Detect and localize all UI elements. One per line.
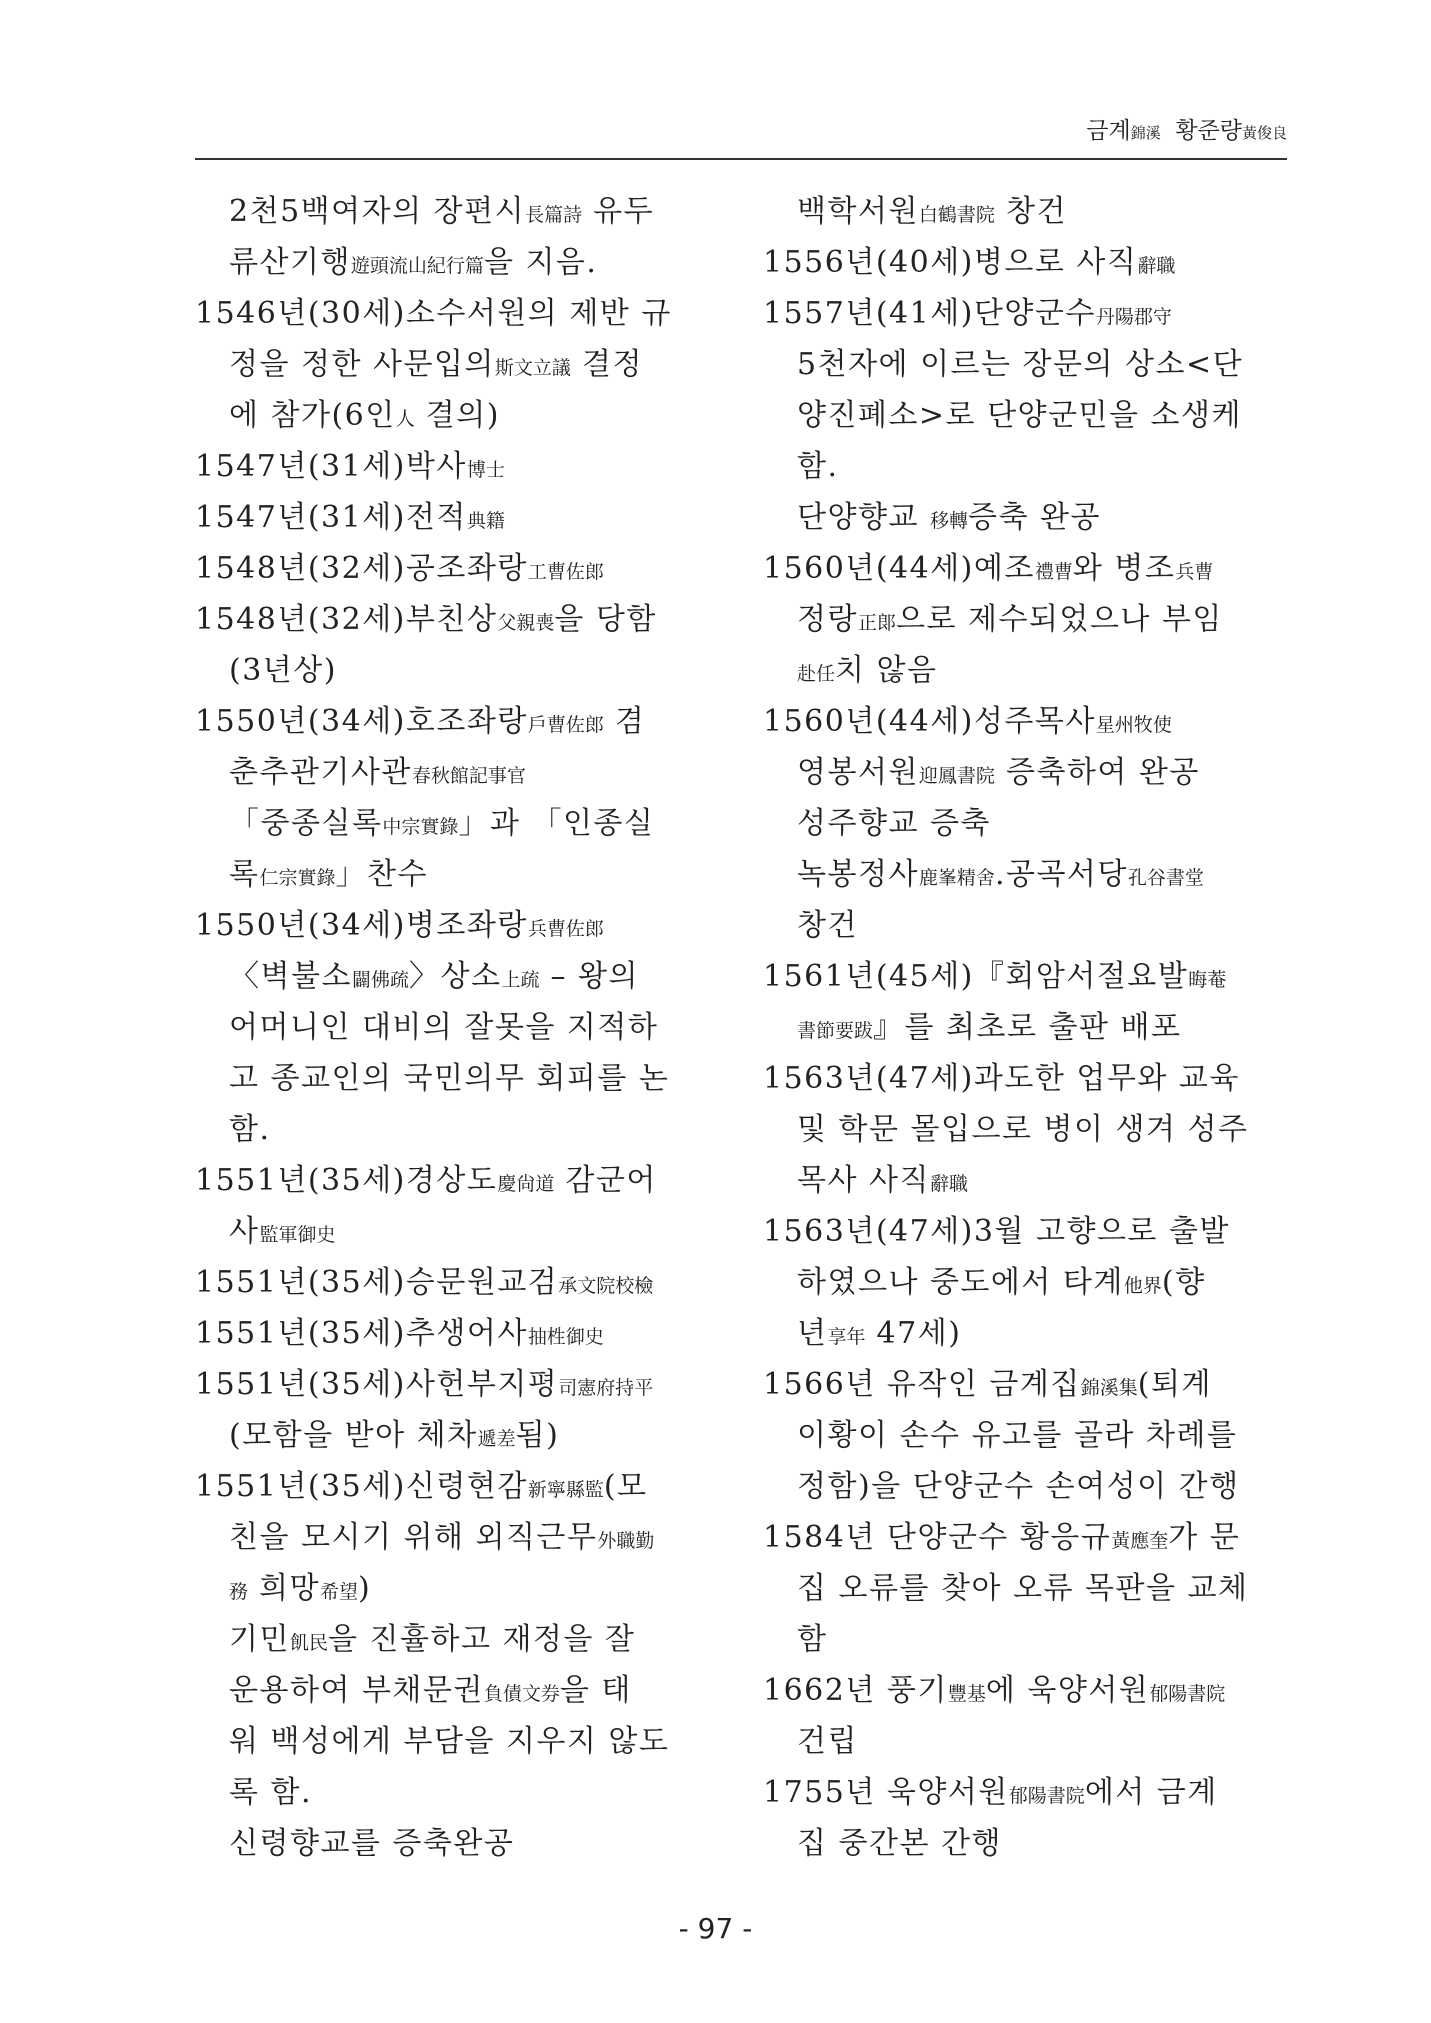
text-line (763, 1257, 1283, 1308)
hanja-annotation: 新寧縣監 (527, 1479, 604, 1501)
right-column (763, 186, 1283, 1869)
text-line (763, 1767, 1283, 1818)
text-line (195, 237, 715, 288)
text-line (195, 1716, 715, 1767)
line-text: 47세) (865, 1316, 962, 1351)
text-line (763, 441, 1283, 492)
line-text: ) (358, 1571, 372, 1606)
text-line (195, 1767, 715, 1818)
text-line (195, 1155, 715, 1206)
line-text: 1560년(44세)예조 (763, 551, 1035, 586)
line-text: 양진폐소>로 단양군민을 소생케 (797, 398, 1242, 433)
line-text: 을 진휼하고 재정을 잘 (327, 1622, 636, 1657)
line-text: 희망 (248, 1571, 321, 1606)
line-text: 치 않음 (835, 653, 938, 688)
line-text: 증축 완공 (967, 500, 1101, 535)
text-line (763, 1512, 1283, 1563)
text-line (195, 1257, 715, 1308)
text-line (195, 288, 715, 339)
text-line (763, 1410, 1283, 1461)
line-text: 」과 「인종실 (458, 806, 655, 841)
hanja-annotation: 斯文立議 (494, 357, 571, 379)
hanja-annotation: 希望 (320, 1581, 359, 1603)
text-line (763, 1053, 1283, 1104)
text-line (195, 594, 715, 645)
text-line (195, 1461, 715, 1512)
text-line (195, 492, 715, 543)
text-line (195, 441, 715, 492)
line-text: 에서 금계 (1084, 1775, 1218, 1810)
hanja-annotation: 中宗實錄 (382, 816, 459, 838)
text-line (195, 1104, 715, 1155)
text-line (763, 1716, 1283, 1767)
hanja-annotation: 抽栍御史 (527, 1326, 604, 1348)
line-text: 어머니인 대비의 잘못을 지적하 (229, 1010, 659, 1045)
text-line (195, 747, 715, 798)
line-text: 영봉서원 (797, 755, 919, 790)
text-line (763, 849, 1283, 900)
line-text: 1561년(45세)『회암서절요발 (763, 959, 1189, 994)
line-text: 창건 (994, 194, 1067, 229)
line-text: 1584년 단양군수 황응규 (763, 1520, 1112, 1555)
line-text: 1546년(30세)소수서원의 제반 규 (195, 296, 672, 331)
line-text: 및 학문 몰입으로 병이 생겨 성주 (797, 1112, 1249, 1147)
line-text: (3년상) (229, 653, 337, 688)
text-line (763, 696, 1283, 747)
text-line (763, 594, 1283, 645)
line-text: 감군어 (554, 1163, 657, 1198)
hanja-annotation: 工曹佐郎 (527, 561, 604, 583)
line-text: 와 병조 (1072, 551, 1176, 586)
hanja-annotation: 辭職 (1137, 255, 1176, 277)
hanja-annotation: 錦溪集 (1080, 1377, 1138, 1399)
line-text: 유두 (582, 194, 655, 229)
text-line (195, 1563, 715, 1614)
hanja-annotation: 遊頭流山紀行篇 (350, 255, 484, 277)
line-text: 2천5백여자의 장편시 (229, 194, 526, 229)
hanja-annotation: 正郞 (857, 612, 896, 634)
line-text: 친을 모시기 위해 외직근무 (229, 1520, 598, 1555)
line-text: 1557년(41세)단양군수 (763, 296, 1096, 331)
line-text: 1551년(35세)경상도 (195, 1163, 498, 1198)
line-text: 1662년 풍기 (763, 1673, 948, 1708)
text-line (763, 1563, 1283, 1614)
hanja-annotation: 外職勤 (597, 1530, 655, 1552)
hanja-annotation: 鹿峯精舍 (918, 867, 995, 889)
line-text: 하였으나 중도에서 타계 (797, 1265, 1124, 1300)
line-text: (모함을 받아 체차 (229, 1418, 478, 1453)
text-line (195, 186, 715, 237)
line-text: 록 (229, 857, 260, 892)
hanja-annotation: 辭職 (929, 1173, 968, 1195)
line-text: 워 백성에게 부담을 지우지 않도 (229, 1724, 670, 1759)
hanja-annotation: 父親喪 (497, 612, 555, 634)
text-line (195, 1359, 715, 1410)
hanja-annotation: 白鶴書院 (918, 204, 995, 226)
line-text: 1547년(31세)박사 (195, 449, 467, 484)
text-line (763, 1206, 1283, 1257)
line-text: 성주향교 증축 (797, 806, 991, 841)
line-text: 건립 (797, 1724, 858, 1759)
text-line (763, 339, 1283, 390)
line-text: 〈벽불소 (229, 959, 352, 994)
hanja-annotation: 上疏 (501, 969, 540, 991)
hanja-annotation: 承文院校檢 (558, 1275, 654, 1297)
hanja-annotation: 郁陽書院 (1149, 1683, 1226, 1705)
text-line (195, 1053, 715, 1104)
left-column (195, 186, 715, 1869)
hanja-annotation: 豐基 (947, 1683, 986, 1705)
line-text: 가 문 (1168, 1520, 1241, 1555)
text-line (195, 1614, 715, 1665)
hanja-annotation: 闢佛疏 (351, 969, 409, 991)
hanja-annotation: 務 (229, 1581, 249, 1603)
running-header (195, 112, 1287, 160)
line-text: 목사 사직 (797, 1163, 930, 1198)
line-text: 을 당함 (554, 602, 657, 637)
line-text: 1551년(35세)신령현감 (195, 1469, 528, 1504)
text-line (763, 798, 1283, 849)
line-text: 〉상소 (408, 959, 502, 994)
text-line (195, 1410, 715, 1461)
line-text: 1547년(31세)전적 (195, 500, 467, 535)
text-line (763, 1614, 1283, 1665)
line-text: 록 함. (229, 1775, 313, 1810)
hanja-annotation: 星州牧使 (1095, 714, 1172, 736)
line-text: 고 종교인의 국민의무 회피를 논 (229, 1061, 670, 1096)
text-line (195, 849, 715, 900)
line-text: 함. (797, 449, 839, 484)
text-line (195, 1512, 715, 1563)
line-text: 「중종실록 (229, 806, 383, 841)
hanja-annotation: 他界 (1123, 1275, 1162, 1297)
line-text: (퇴계 (1137, 1367, 1212, 1402)
text-line (763, 1002, 1283, 1053)
hanja-annotation: 司憲府持平 (558, 1377, 654, 1399)
text-line (763, 543, 1283, 594)
line-text: 1551년(35세)승문원교검 (195, 1265, 559, 1300)
hanja-annotation: 博士 (466, 459, 505, 481)
line-text: 류산기행 (229, 245, 351, 280)
line-text: 결정 (570, 347, 643, 382)
text-line (763, 1308, 1283, 1359)
line-text: 정함)을 단양군수 손여성이 간행 (797, 1469, 1240, 1504)
page-number: - 97 - (678, 1912, 753, 1945)
hanja-annotation: 郁陽書院 (1008, 1785, 1085, 1807)
text-line (763, 288, 1283, 339)
hanja-annotation: 迎鳳書院 (918, 765, 995, 787)
text-line (763, 390, 1283, 441)
text-line (763, 237, 1283, 288)
hanja-annotation: 書節要跋 (797, 1020, 874, 1042)
line-text: 1550년(34세)호조좌랑 (195, 704, 528, 739)
text-line (195, 900, 715, 951)
line-text: 백학서원 (797, 194, 919, 229)
hanja-annotation: 移轉 (929, 510, 968, 532)
text-line (763, 1665, 1283, 1716)
line-text: 』를 최초로 출판 배포 (873, 1010, 1182, 1045)
line-text: 증축하여 완공 (994, 755, 1200, 790)
line-text: 녹봉정사 (797, 857, 919, 892)
text-line (195, 339, 715, 390)
line-text: 이황이 손수 유고를 골라 차례를 (797, 1418, 1238, 1453)
hanja-annotation: 赴任 (797, 663, 836, 685)
hanja-annotation: 典籍 (466, 510, 505, 532)
text-line (763, 1359, 1283, 1410)
text-line (763, 1155, 1283, 1206)
line-text: 함. (229, 1112, 271, 1147)
line-text: 에 참가(6인 (229, 398, 396, 433)
text-line (195, 951, 715, 1002)
line-text: 1755년 욱양서원 (763, 1775, 1009, 1810)
text-line (763, 492, 1283, 543)
line-text: 기민 (229, 1622, 290, 1657)
line-text: 1563년(47세)과도한 업무와 교육 (763, 1061, 1240, 1096)
text-line (195, 798, 715, 849)
hanja-annotation: 長篇詩 (525, 204, 583, 226)
line-text: 1551년(35세)사헌부지평 (195, 1367, 559, 1402)
line-text: 신령향교를 증축완공 (229, 1826, 515, 1861)
hanja-annotation: 兵曹佐郎 (527, 918, 604, 940)
hanja-annotation: 禮曹 (1034, 561, 1073, 583)
line-text: 으로 제수되었으나 부임 (895, 602, 1223, 637)
line-text: 1548년(32세)공조좌랑 (195, 551, 528, 586)
line-text: 」찬수 (335, 857, 428, 892)
text-line (195, 1308, 715, 1359)
line-text: – 왕의 (539, 959, 639, 994)
text-line (763, 1461, 1283, 1512)
text-line (763, 1104, 1283, 1155)
line-text: 에 욱양서원 (985, 1673, 1150, 1708)
text-line (763, 186, 1283, 237)
line-text: 1556년(40세)병으로 사직 (763, 245, 1138, 280)
hanja-annotation: 丹陽郡守 (1095, 306, 1172, 328)
header-title-hanja: 錦溪 (1130, 124, 1161, 142)
text-line (763, 951, 1283, 1002)
hanja-annotation: 戶曹佐郎 (527, 714, 604, 736)
hanja-annotation: 黃應奎 (1111, 1530, 1169, 1552)
text-line (195, 645, 715, 696)
line-text: 정랑 (797, 602, 858, 637)
line-text: 단양향교 (797, 500, 930, 535)
line-text: (향 (1161, 1265, 1206, 1300)
text-line (195, 390, 715, 441)
line-text: 겸 (603, 704, 646, 739)
header-name-hanja: 黃俊良 (1241, 124, 1287, 142)
line-text: 집 오류를 찾아 오류 목판을 교체 (797, 1571, 1249, 1606)
line-text: 결의) (414, 398, 500, 433)
line-text: 년 (797, 1316, 828, 1351)
text-line (195, 1002, 715, 1053)
line-text: 정을 정한 사문입의 (229, 347, 495, 382)
line-text: 창건 (797, 908, 858, 943)
text-line (195, 1206, 715, 1257)
text-line (195, 1665, 715, 1716)
line-text: 운용하여 부채문권 (229, 1673, 484, 1708)
line-text: 1560년(44세)성주목사 (763, 704, 1096, 739)
hanja-annotation: 仁宗實錄 (259, 867, 336, 889)
line-text: 춘추관기사관 (229, 755, 412, 790)
line-text: 을 지음. (483, 245, 598, 280)
text-line (763, 747, 1283, 798)
line-text: 1563년(47세)3월 고향으로 출발 (763, 1214, 1230, 1249)
hanja-annotation: 慶尙道 (497, 1173, 555, 1195)
line-text: 1550년(34세)병조좌랑 (195, 908, 528, 943)
text-line (195, 696, 715, 747)
line-text: 1566년 유작인 금계집 (763, 1367, 1081, 1402)
hanja-annotation: 晦菴 (1188, 969, 1227, 991)
line-text: .공곡서당 (994, 857, 1128, 892)
line-text: 1548년(32세)부친상 (195, 602, 498, 637)
hanja-annotation: 負債文券 (483, 1683, 560, 1705)
hanja-annotation: 春秋館記事官 (411, 765, 526, 787)
line-text: 5천자에 이르는 장문의 상소<단 (797, 347, 1244, 382)
hanja-annotation: 人 (395, 408, 415, 430)
text-line (763, 900, 1283, 951)
line-text: (모 (603, 1469, 648, 1504)
text-line (763, 1818, 1283, 1869)
hanja-annotation: 享年 (827, 1326, 866, 1348)
hanja-annotation: 遞差 (477, 1428, 516, 1450)
line-text: 을 태 (559, 1673, 632, 1708)
line-text: 함 (797, 1622, 828, 1657)
text-line (195, 543, 715, 594)
hanja-annotation: 兵曹 (1175, 561, 1214, 583)
line-text: 1551년(35세)추생어사 (195, 1316, 528, 1351)
line-text: 집 중간본 간행 (797, 1826, 1002, 1861)
hanja-annotation: 孔谷書堂 (1127, 867, 1204, 889)
hanja-annotation: 飢民 (289, 1632, 328, 1654)
text-line (195, 1818, 715, 1869)
hanja-annotation: 監軍御史 (259, 1224, 336, 1246)
text-line (763, 645, 1283, 696)
line-text: 사 (229, 1214, 260, 1249)
line-text: 됨) (515, 1418, 560, 1453)
header-name: 황준량 (1175, 118, 1242, 144)
header-title: 금계 (1086, 118, 1131, 144)
